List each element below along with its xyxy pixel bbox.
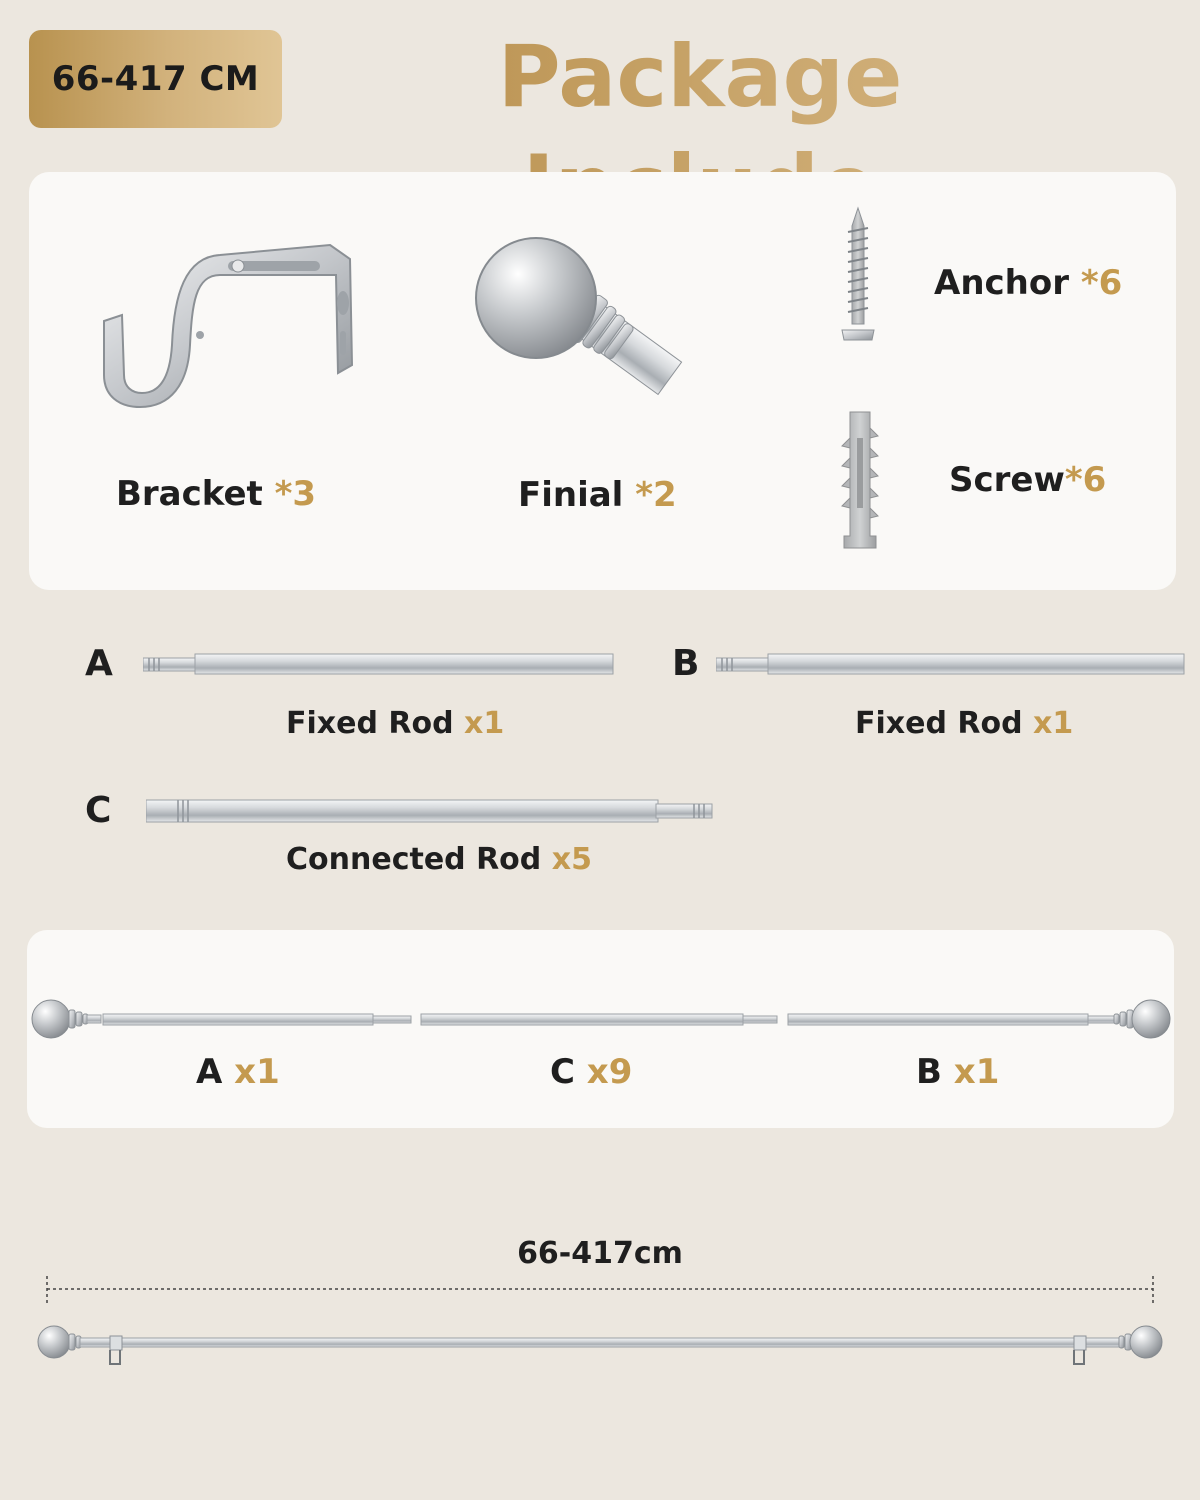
rod-b-image	[716, 652, 1186, 676]
rod-b-letter: B	[672, 643, 700, 684]
rod-a-image	[143, 652, 615, 676]
rod-a-label: Fixed Rod x1	[286, 706, 505, 741]
assembly-a-label: A x1	[196, 1052, 280, 1092]
length-dimension-line	[40, 1272, 1160, 1312]
rod-c-image	[146, 798, 716, 826]
full-rod-image	[30, 1318, 1170, 1374]
anchor-image	[838, 206, 878, 348]
finial-image	[472, 232, 704, 400]
bracket-image	[100, 235, 360, 415]
anchor-label: Anchor *6	[934, 263, 1123, 303]
size-badge: 66-417 CM	[29, 30, 282, 128]
rod-c-label: Connected Rod x5	[286, 842, 592, 877]
rod-a-letter: A	[85, 643, 113, 684]
rod-b-label: Fixed Rod x1	[855, 706, 1074, 741]
bracket-label: Bracket *3	[116, 474, 317, 514]
assembly-rod-image	[27, 990, 1174, 1050]
length-label: 66-417cm	[517, 1236, 683, 1271]
wall-plug-image	[836, 408, 884, 552]
finial-label: Finial *2	[518, 475, 677, 515]
page-title: Package	[340, 22, 1060, 242]
assembly-b-label: B x1	[916, 1052, 1000, 1092]
screw-label: Screw*6	[949, 460, 1107, 500]
rod-c-letter: C	[85, 790, 112, 831]
assembly-c-label: C x9	[550, 1052, 633, 1092]
